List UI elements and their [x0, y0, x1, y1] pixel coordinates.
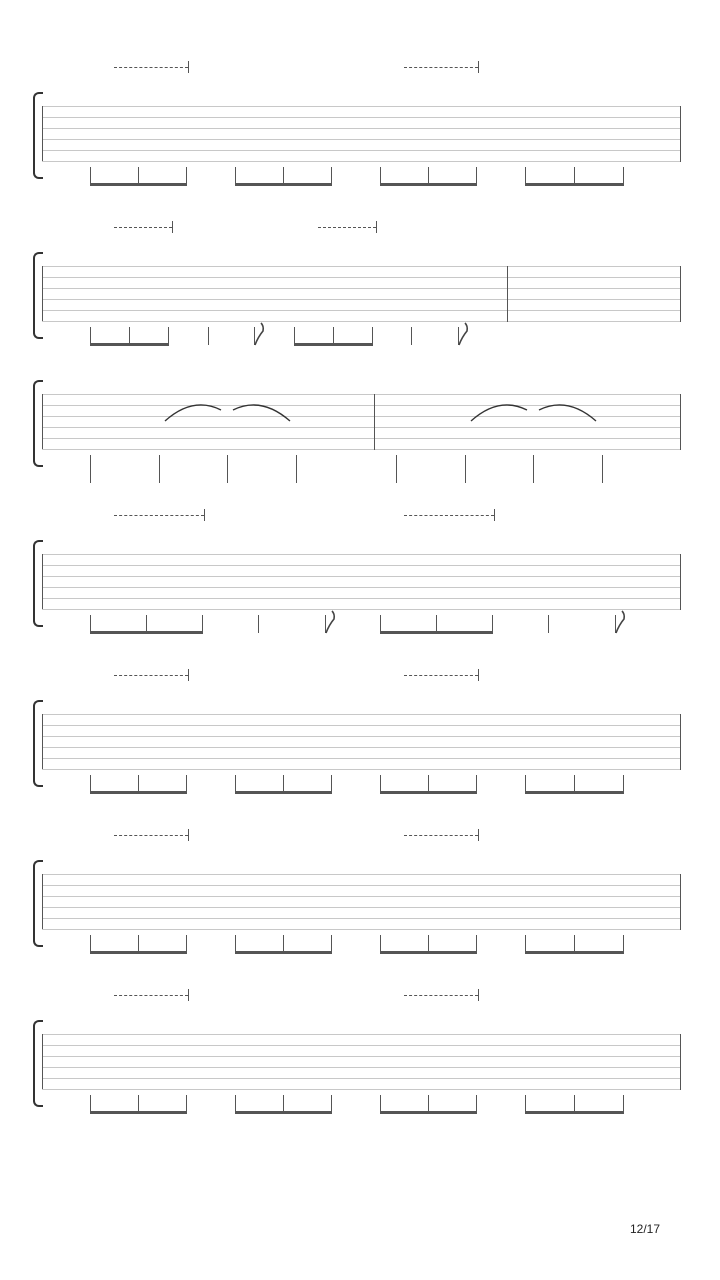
note-beam	[235, 791, 332, 794]
note-beam	[380, 1111, 477, 1114]
note-stem	[254, 327, 255, 345]
staff-line	[42, 310, 680, 311]
page-number: 12/17	[630, 1222, 661, 1236]
staff-line	[42, 929, 680, 930]
note-stem	[615, 615, 616, 633]
staff-line	[42, 299, 680, 300]
staff-line	[42, 1034, 680, 1035]
palm-mute-end	[204, 509, 205, 521]
staff-line	[42, 874, 680, 875]
palm-mute-dashes	[404, 995, 478, 996]
staff-line	[42, 427, 680, 428]
staff-line	[42, 139, 680, 140]
barline	[680, 1034, 681, 1090]
staff-line	[42, 609, 680, 610]
staff-line	[42, 554, 680, 555]
staff-line	[42, 321, 680, 322]
note-flag	[326, 611, 334, 633]
staff-line	[42, 150, 680, 151]
palm-mute-dashes	[114, 227, 172, 228]
note-beam	[525, 1111, 624, 1114]
note-flag	[616, 611, 624, 633]
note-beam	[90, 343, 169, 346]
barline	[42, 714, 43, 769]
note-stem	[548, 615, 549, 633]
barline	[374, 394, 375, 450]
palm-mute-end	[172, 221, 173, 233]
palm-mute-end	[376, 221, 377, 233]
staff-line	[42, 1056, 680, 1057]
staff-line	[42, 769, 680, 770]
note-stem	[602, 455, 603, 483]
note-stem	[458, 327, 459, 345]
barline	[42, 874, 43, 929]
slur-arc	[233, 405, 290, 421]
staff-line	[42, 565, 680, 566]
barline	[42, 554, 43, 609]
note-beam	[235, 951, 332, 954]
note-beam	[235, 1111, 332, 1114]
note-stem	[325, 615, 326, 633]
note-beam	[90, 631, 203, 634]
staff-line	[42, 598, 680, 599]
barline	[42, 266, 43, 321]
barline	[680, 554, 681, 610]
palm-mute-end	[188, 61, 189, 73]
note-beam	[525, 791, 624, 794]
note-stem	[90, 455, 91, 483]
palm-mute-dashes	[114, 995, 188, 996]
note-beam	[380, 631, 493, 634]
note-stem	[533, 455, 534, 483]
palm-mute-end	[478, 989, 479, 1001]
palm-mute-dashes	[114, 835, 188, 836]
palm-mute-dashes	[404, 675, 478, 676]
palm-mute-dashes	[114, 515, 204, 516]
barline	[680, 394, 681, 450]
note-beam	[235, 183, 332, 186]
note-stem	[159, 455, 160, 483]
palm-mute-dashes	[404, 515, 494, 516]
palm-mute-end	[478, 61, 479, 73]
note-beam	[525, 183, 624, 186]
staff-line	[42, 128, 680, 129]
palm-mute-dashes	[404, 835, 478, 836]
note-beam	[90, 183, 187, 186]
barline	[680, 266, 681, 322]
note-stem	[208, 327, 209, 345]
palm-mute-dashes	[114, 675, 188, 676]
note-stem	[296, 455, 297, 483]
note-beam	[90, 1111, 187, 1114]
staff-line	[42, 416, 680, 417]
palm-mute-dashes	[404, 67, 478, 68]
barline	[42, 106, 43, 161]
staff-line	[42, 885, 680, 886]
staff-line	[42, 918, 680, 919]
palm-mute-end	[188, 829, 189, 841]
staff-line	[42, 1078, 680, 1079]
note-stem	[396, 455, 397, 483]
staff-line	[42, 1045, 680, 1046]
barline	[680, 874, 681, 930]
staff-line	[42, 449, 680, 450]
note-beam	[380, 791, 477, 794]
note-stem	[227, 455, 228, 483]
barline	[680, 106, 681, 162]
palm-mute-end	[494, 509, 495, 521]
barline	[42, 394, 43, 449]
note-beam	[525, 951, 624, 954]
palm-mute-end	[478, 829, 479, 841]
staff-line	[42, 405, 680, 406]
staff-line	[42, 161, 680, 162]
staff-line	[42, 266, 680, 267]
palm-mute-dashes	[114, 67, 188, 68]
note-stem	[465, 455, 466, 483]
staff-line	[42, 747, 680, 748]
barline	[42, 1034, 43, 1089]
palm-mute-dashes	[318, 227, 376, 228]
staff-line	[42, 725, 680, 726]
staff-line	[42, 1067, 680, 1068]
palm-mute-end	[188, 989, 189, 1001]
slur-arc	[471, 405, 527, 421]
staff-line	[42, 576, 680, 577]
note-flag	[459, 323, 467, 345]
staff-line	[42, 907, 680, 908]
staff-line	[42, 736, 680, 737]
staff-line	[42, 758, 680, 759]
staff-line	[42, 277, 680, 278]
note-beam	[294, 343, 373, 346]
note-stem	[258, 615, 259, 633]
palm-mute-end	[478, 669, 479, 681]
note-beam	[380, 951, 477, 954]
note-flag	[255, 323, 263, 345]
staff-line	[42, 394, 680, 395]
palm-mute-end	[188, 669, 189, 681]
note-beam	[90, 791, 187, 794]
staff-line	[42, 438, 680, 439]
note-beam	[380, 183, 477, 186]
staff-line	[42, 896, 680, 897]
staff-line	[42, 714, 680, 715]
staff-line	[42, 288, 680, 289]
barline	[680, 714, 681, 770]
note-stem	[411, 327, 412, 345]
staff-line	[42, 117, 680, 118]
staff-line	[42, 587, 680, 588]
staff-line	[42, 106, 680, 107]
barline	[507, 266, 508, 322]
slur-arc	[165, 405, 221, 421]
staff-line	[42, 1089, 680, 1090]
note-beam	[90, 951, 187, 954]
slur-arc	[539, 405, 596, 421]
